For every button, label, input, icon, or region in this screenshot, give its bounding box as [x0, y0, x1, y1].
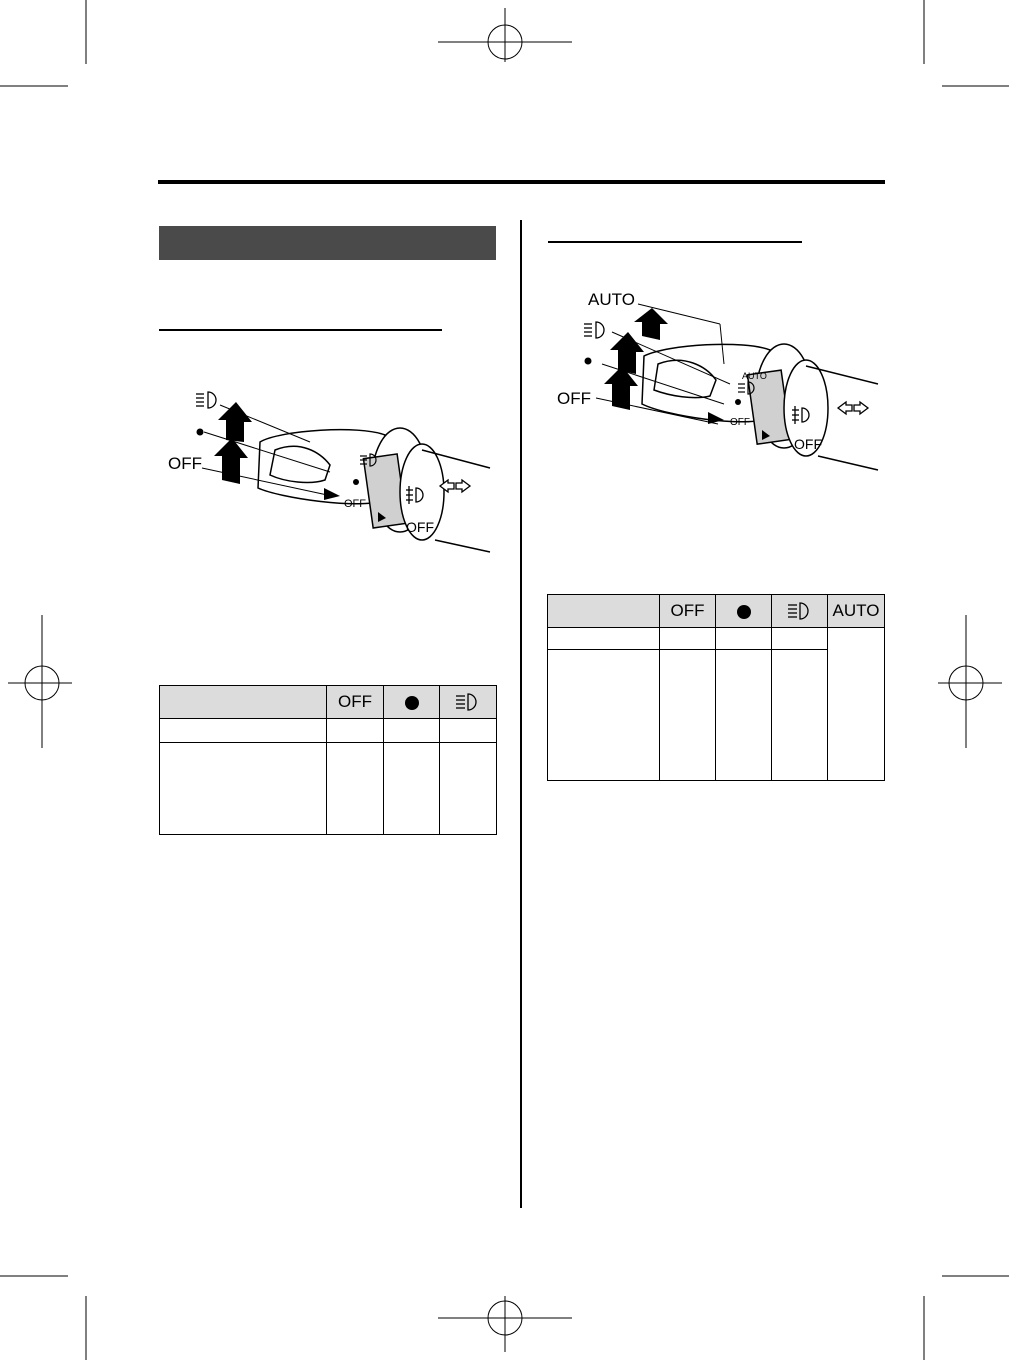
left-light-table	[159, 685, 497, 835]
table-header-headlight	[440, 686, 497, 719]
table-header-row	[160, 686, 497, 719]
table-header-blank	[548, 595, 660, 628]
table-header-park	[384, 686, 440, 719]
table-header-off: OFF	[660, 595, 716, 628]
headlight-switch-illustration-left	[160, 380, 496, 560]
right-lever-auto-small: AUTO	[742, 371, 767, 381]
turn-signal-arrows-icon	[838, 402, 868, 414]
parking-light-dot-icon	[585, 358, 592, 365]
right-light-table	[547, 594, 885, 781]
table-header-auto: AUTO	[828, 595, 885, 628]
table-header-off: OFF	[327, 686, 384, 719]
registration-target-bottom	[438, 1296, 572, 1352]
left-subheading-rule	[159, 329, 442, 331]
table-row	[160, 743, 497, 835]
right-off-label: OFF	[557, 389, 591, 408]
right-auto-label: AUTO	[588, 290, 635, 309]
registration-target-left	[8, 615, 72, 748]
table-header-park	[716, 595, 772, 628]
left-lever-off-small: OFF	[344, 498, 366, 510]
headlight-icon	[196, 392, 216, 408]
registration-target-top	[438, 8, 572, 62]
headlight-switch-illustration-right	[548, 288, 884, 478]
parking-light-dot-icon	[197, 429, 204, 436]
left-off-label: OFF	[168, 454, 202, 473]
left-ring-off: OFF	[406, 519, 434, 535]
table-header-blank	[160, 686, 327, 719]
headlight-icon	[786, 601, 814, 621]
table-row	[548, 628, 885, 650]
parking-light-dot-icon	[736, 604, 752, 620]
section-heading-bar	[159, 226, 496, 260]
table-header-headlight	[772, 595, 828, 628]
right-lever-off-small: OFF	[730, 417, 750, 428]
auto-merged-cell	[828, 628, 885, 781]
headlight-icon	[584, 322, 604, 338]
registration-target-right	[938, 615, 1002, 748]
right-ring-off: OFF	[794, 436, 822, 452]
table-row	[160, 719, 497, 743]
parking-light-dot-icon	[404, 695, 420, 711]
table-header-row	[548, 595, 885, 628]
headlight-icon	[454, 692, 482, 712]
right-subheading-rule	[548, 241, 802, 243]
header-rule	[158, 180, 885, 184]
column-divider	[520, 220, 522, 1208]
